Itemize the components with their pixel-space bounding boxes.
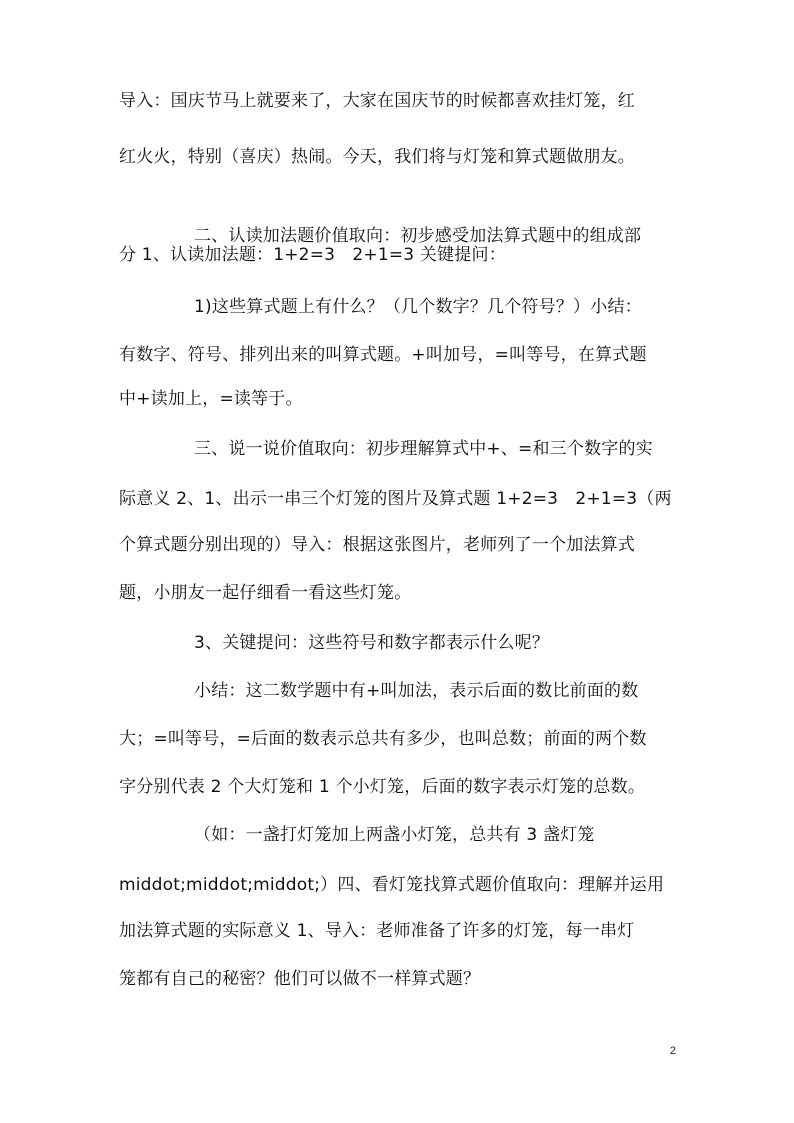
text-line: 红火火，特别（喜庆）热闹。今天，我们将与灯笼和算式题做朋友。 bbox=[119, 147, 635, 167]
text-line: 际意义 2、1、出示一串三个灯笼的图片及算式题 1+2=3 2+1=3（两 bbox=[119, 489, 672, 509]
text-line: 有数字、符号、排列出来的叫算式题。+叫加号，=叫等号，在算式题 bbox=[119, 345, 647, 365]
text-line: 大；=叫等号，=后面的数表示总共有多少，也叫总数；前面的两个数 bbox=[119, 729, 647, 749]
text-line: 导入：国庆节马上就要来了，大家在国庆节的时候都喜欢挂灯笼，红 bbox=[119, 91, 635, 111]
page-number: 2 bbox=[669, 1045, 676, 1057]
text-line: middot;middot;middot;）四、看灯笼找算式题价值取向：理解并运用 bbox=[119, 875, 665, 895]
text-line: 题，小朋友一起仔细看一看这些灯笼。 bbox=[119, 583, 412, 603]
text-line: 二、认读加法题价值取向：初步感受加法算式题中的组成部 bbox=[194, 226, 642, 246]
text-line: 个算式题分别出现的）导入：根据这张图片，老师列了一个加法算式 bbox=[119, 535, 635, 555]
text-line: 中+读加上，=读等于。 bbox=[119, 389, 303, 409]
text-line: 三、说一说价值取向：初步理解算式中+、=和三个数字的实 bbox=[194, 439, 653, 459]
text-line: 字分别代表 2 个大灯笼和 1 个小灯笼，后面的数字表示灯笼的总数。 bbox=[119, 777, 646, 797]
text-line: 3、关键提问：这些符号和数字都表示什么呢？ bbox=[194, 633, 550, 653]
text-line: 笼都有自己的秘密？他们可以做不一样算式题？ bbox=[119, 969, 481, 989]
text-line: 加法算式题的实际意义 1、导入：老师准备了许多的灯笼，每一串灯 bbox=[119, 921, 635, 941]
text-line: 1)这些算式题上有什么？（几个数字？几个符号？）小结： bbox=[194, 297, 642, 317]
text-line: 分 1、认读加法题：1+2=3 2+1=3 关键提问： bbox=[119, 245, 506, 265]
text-line: （如：一盏打灯笼加上两盏小灯笼，总共有 3 盏灯笼 bbox=[194, 825, 595, 845]
text-line: 小结：这二数学题中有+叫加法，表示后面的数比前面的数 bbox=[194, 681, 639, 701]
